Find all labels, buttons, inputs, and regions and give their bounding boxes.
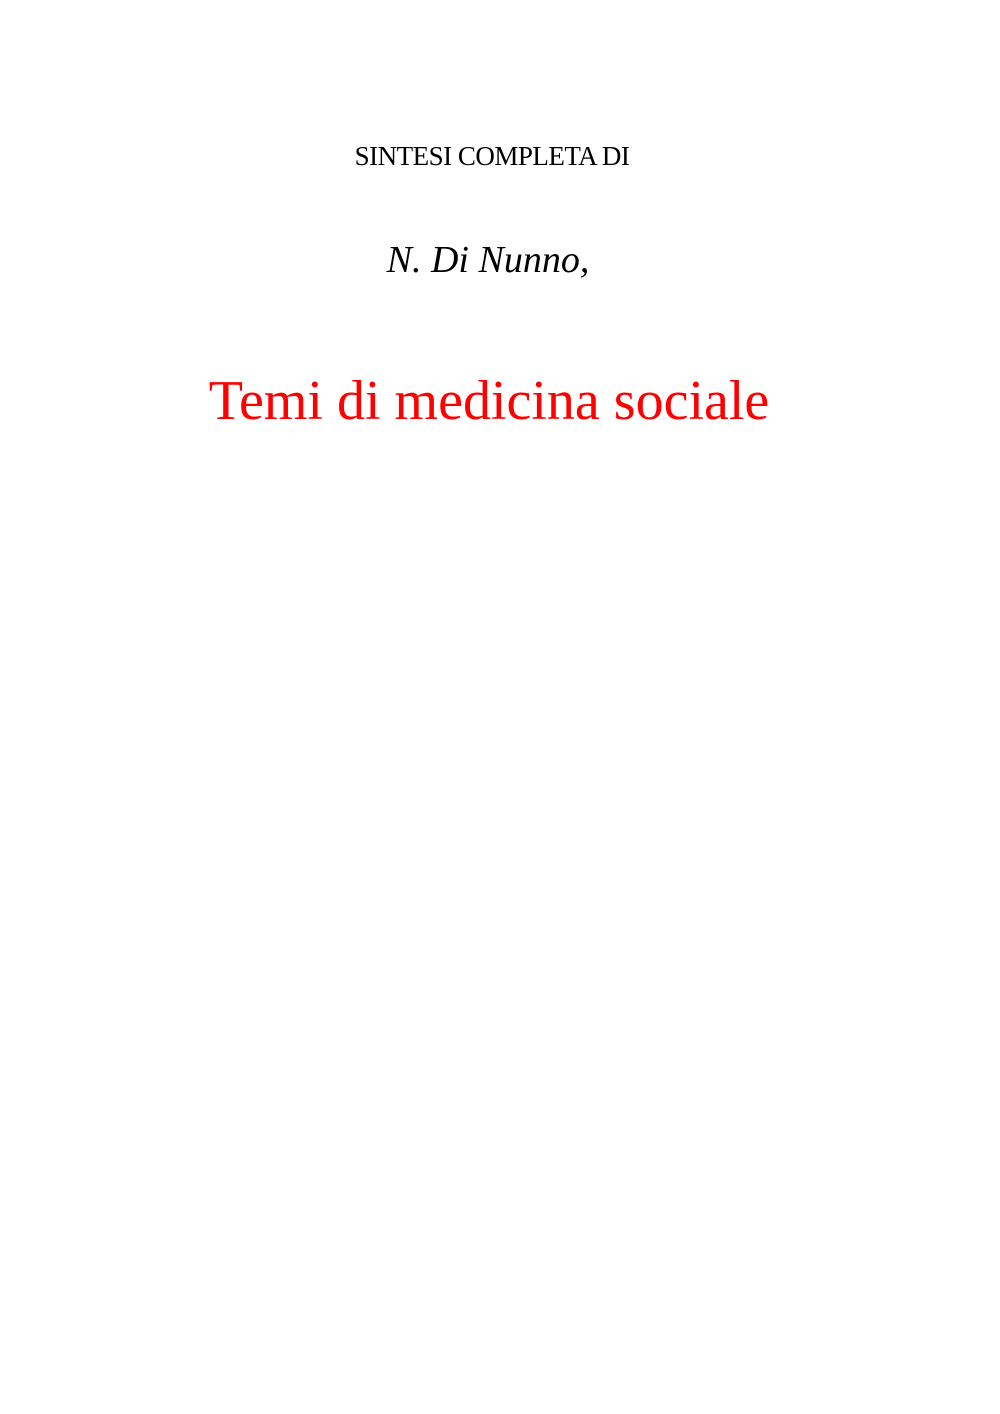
cover-author: N. Di Nunno,	[386, 239, 590, 281]
cover-subtitle: SINTESI COMPLETA DI	[354, 141, 630, 171]
cover-title: Temi di medicina sociale	[208, 370, 770, 432]
